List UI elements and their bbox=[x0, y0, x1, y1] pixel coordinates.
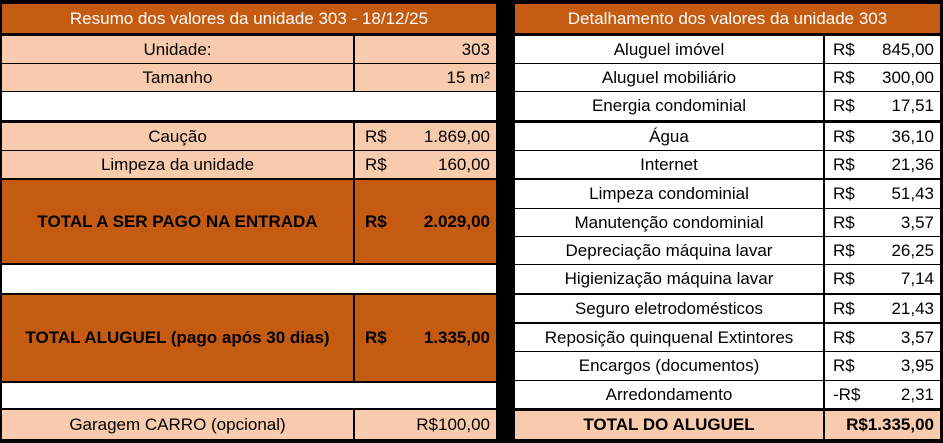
detail-row-label: Encargos (documentos) bbox=[515, 352, 823, 380]
detail-row-currency: R$ bbox=[833, 154, 855, 174]
detail-row-amount bbox=[825, 92, 940, 120]
detail-row-label: Arredondamento bbox=[515, 381, 823, 408]
detail-row-value: 26,25 bbox=[891, 240, 934, 260]
detail-row-amount bbox=[825, 237, 940, 264]
blank-row-3 bbox=[2, 383, 496, 408]
detail-row-amount bbox=[825, 324, 940, 351]
total-entry-label: TOTAL A SER PAGO NA ENTRADA bbox=[2, 180, 353, 263]
detail-row-value: 36,10 bbox=[891, 126, 934, 146]
deposit-label: Caução bbox=[2, 123, 353, 150]
detail-row-amount bbox=[825, 151, 940, 178]
blank-row-2 bbox=[2, 265, 496, 293]
detail-row-amount bbox=[825, 352, 940, 380]
detail-row-currency: R$ bbox=[833, 269, 855, 288]
detail-row-value: 3,57 bbox=[900, 327, 934, 347]
detail-row-currency: R$ bbox=[833, 212, 855, 232]
detail-row-currency: -R$ bbox=[833, 384, 861, 404]
detail-row-label: Aluguel imóvel bbox=[515, 36, 823, 63]
detail-row-value: 2,31 bbox=[900, 384, 934, 404]
detail-row-currency: R$ bbox=[833, 240, 855, 260]
detail-row-label: Reposição quinquenal Extintores bbox=[515, 324, 823, 351]
garage-label: Garagem CARRO (opcional) bbox=[2, 410, 353, 439]
unit-value: 303 bbox=[355, 36, 496, 63]
cleaning-amount bbox=[355, 151, 496, 178]
detail-row-label: Seguro eletrodomésticos bbox=[515, 295, 823, 322]
detail-row-value: 3,95 bbox=[900, 356, 934, 375]
total-rent-currency: R$ bbox=[365, 328, 387, 347]
detail-row-amount bbox=[825, 180, 940, 208]
garage-value: R$100,00 bbox=[355, 410, 496, 439]
detail-row-amount bbox=[825, 381, 940, 408]
detail-row-label: Manutenção condominial bbox=[515, 209, 823, 236]
detail-row-amount bbox=[825, 265, 940, 293]
cleaning-value: 160,00 bbox=[438, 154, 490, 174]
total-rent-label: TOTAL ALUGUEL (pago após 30 dias) bbox=[2, 295, 353, 381]
detail-row-value: 21,43 bbox=[891, 298, 934, 318]
detail-row-amount bbox=[825, 123, 940, 150]
detail-row-currency: R$ bbox=[833, 356, 855, 375]
total-entry-amount bbox=[355, 180, 496, 263]
detail-row-value: 17,51 bbox=[891, 96, 934, 115]
detail-title: Detalhamento dos valores da unidade 303 bbox=[515, 4, 940, 33]
detail-row-value: 21,36 bbox=[891, 154, 934, 174]
blank-row-1 bbox=[2, 92, 496, 120]
detail-row-value: 7,14 bbox=[900, 269, 934, 288]
detail-row-label: Internet bbox=[515, 151, 823, 178]
detail-row-label: Higienização máquina lavar bbox=[515, 265, 823, 293]
detail-row-currency: R$ bbox=[833, 67, 855, 87]
detail-row-value: 300,00 bbox=[882, 67, 934, 87]
detail-row-currency: R$ bbox=[833, 126, 855, 146]
detail-row-amount bbox=[825, 209, 940, 236]
total-rent-value: 1.335,00 bbox=[423, 328, 490, 347]
unit-label: Unidade: bbox=[2, 36, 353, 63]
detail-row-value: 3,57 bbox=[900, 212, 934, 232]
deposit-amount bbox=[355, 123, 496, 150]
detail-row-label: Limpeza condominial bbox=[515, 180, 823, 208]
deposit-value: 1.869,00 bbox=[423, 126, 490, 146]
detail-total-label: TOTAL DO ALUGUEL bbox=[515, 411, 823, 439]
detail-row-amount bbox=[825, 64, 940, 91]
cleaning-currency: R$ bbox=[365, 154, 387, 174]
detail-row-amount bbox=[825, 295, 940, 322]
detail-row-value: 51,43 bbox=[891, 184, 934, 203]
detail-row-label: Aluguel mobiliário bbox=[515, 64, 823, 91]
detail-row-label: Energia condominial bbox=[515, 92, 823, 120]
detail-row-currency: R$ bbox=[833, 96, 855, 115]
total-entry-value: 2.029,00 bbox=[423, 211, 490, 231]
size-label: Tamanho bbox=[2, 64, 353, 91]
detail-row-amount bbox=[825, 36, 940, 63]
detail-row-value: 845,00 bbox=[882, 39, 934, 59]
total-entry-currency: R$ bbox=[365, 211, 387, 231]
detail-row-currency: R$ bbox=[833, 327, 855, 347]
cleaning-label: Limpeza da unidade bbox=[2, 151, 353, 178]
detail-row-currency: R$ bbox=[833, 298, 855, 318]
total-rent-amount bbox=[355, 295, 496, 381]
detail-row-label: Água bbox=[515, 123, 823, 150]
detail-row-currency: R$ bbox=[833, 39, 855, 59]
deposit-currency: R$ bbox=[365, 126, 387, 146]
detail-total-value: R$1.335,00 bbox=[825, 411, 940, 439]
detail-row-currency: R$ bbox=[833, 184, 855, 203]
detail-row-label: Depreciação máquina lavar bbox=[515, 237, 823, 264]
summary-title: Resumo dos valores da unidade 303 - 18/12/25 bbox=[2, 4, 496, 33]
size-value: 15 m² bbox=[355, 64, 496, 91]
